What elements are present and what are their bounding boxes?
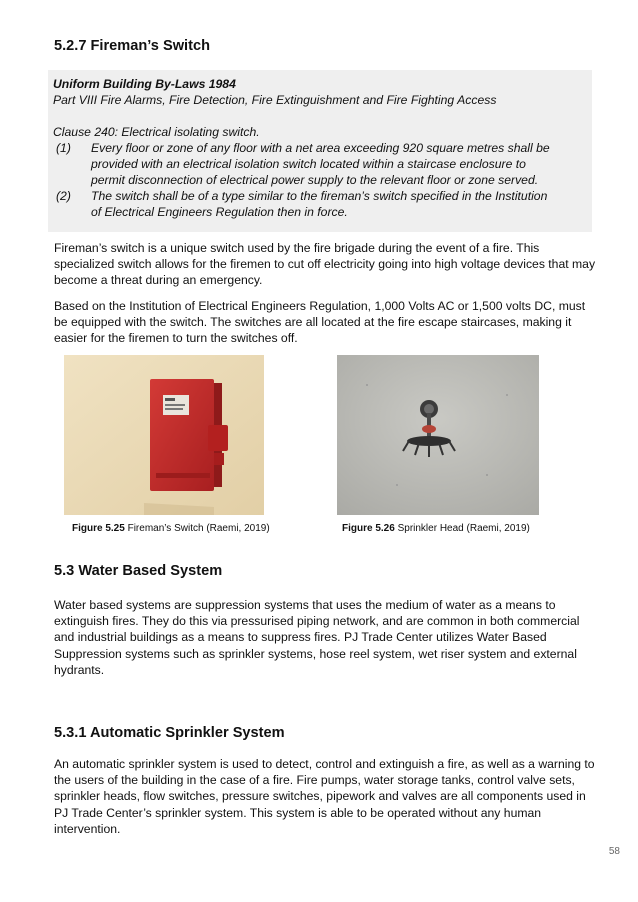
figure-label: Figure 5.26 (342, 523, 395, 534)
sprinkler-head-illustration (337, 355, 539, 515)
figure-caption (72, 523, 270, 534)
figure-caption-text: Sprinkler Head (Raemi, 2019) (394, 523, 530, 534)
section-heading-5-3-1: 5.3.1 Automatic Sprinkler System (54, 725, 285, 741)
bylaw-item-number: (1) (56, 141, 71, 155)
figure-caption-text: Fireman’s Switch (Raemi, 2019) (124, 523, 270, 534)
bylaw-clause: Clause 240: Electrical isolating switch. (53, 125, 260, 139)
bylaw-quote-box (48, 70, 592, 232)
bylaw-title: Uniform Building By-Laws 1984 (53, 77, 236, 91)
fireman-paragraph-2: Based on the Institution of Electrical Engineers Regulation, 1,000 Volts AC or 1,500 volts DC, must be equipped with the switch. The switches are all located at the fire escape staircases, making it easier for the firemen to turn the switches off. (54, 299, 586, 346)
bylaw-item-line: The switch shall be of a type similar to the fireman’s switch specified in the Institution (91, 189, 548, 203)
bylaw-item-line: permit disconnection of electrical power supply to the relevant floor or zone served. (91, 173, 539, 187)
fireman-switch-photo (64, 355, 264, 515)
fireman-switch-illustration (64, 355, 264, 515)
sprinkler-head-photo (337, 355, 539, 515)
section-heading-5-2-7: 5.2.7 Fireman’s Switch (54, 38, 210, 54)
section-heading-5-3: 5.3 Water Based System (54, 563, 223, 579)
figure-caption (342, 523, 530, 534)
sprinkler-paragraph: An automatic sprinkler system is used to detect, control and extinguish a fire, as well as a warning to the users of the building in the case of a fire. Fire pumps, water storage tanks, control valve sets, sprinkler heads, flow switches, pressure switches, pipework and valves are all components used in PJ Trade Center’s sprinkler system. This system is able to be operated without any human intervention. (54, 757, 595, 836)
bylaw-part: Part VIII Fire Alarms, Fire Detection, Fire Extinguishment and Fire Fighting Access (53, 93, 497, 107)
bylaw-item-number: (2) (56, 189, 71, 203)
bylaw-item-line: provided with an electrical isolation switch located within a staircase enclosure to (91, 157, 526, 171)
bylaw-item-line: Every floor or zone of any floor with a net area exceeding 920 square metres shall be (91, 141, 550, 155)
water-based-paragraph: Water based systems are suppression systems that uses the medium of water as a means to extinguish fires. They do this via pressurised piping network, and are common in both commercial and industrial buildings as a means to suppress fires. PJ Trade Center utilizes Water Based Suppression systems such as sprinkler systems, hose reel system, wet riser system and external hydrants. (54, 598, 580, 677)
fireman-paragraph-1: Fireman’s switch is a unique switch used by the fire brigade during the event of a fire. This specialized switch allows for the firemen to cut off electricity going into high voltage devices that may become a threat during an emergency. (54, 241, 596, 288)
page-number: 58 (608, 846, 620, 857)
figure-label: Figure 5.25 (72, 523, 125, 534)
bylaw-item-line: of Electrical Engineers Regulation then in force. (91, 205, 348, 219)
